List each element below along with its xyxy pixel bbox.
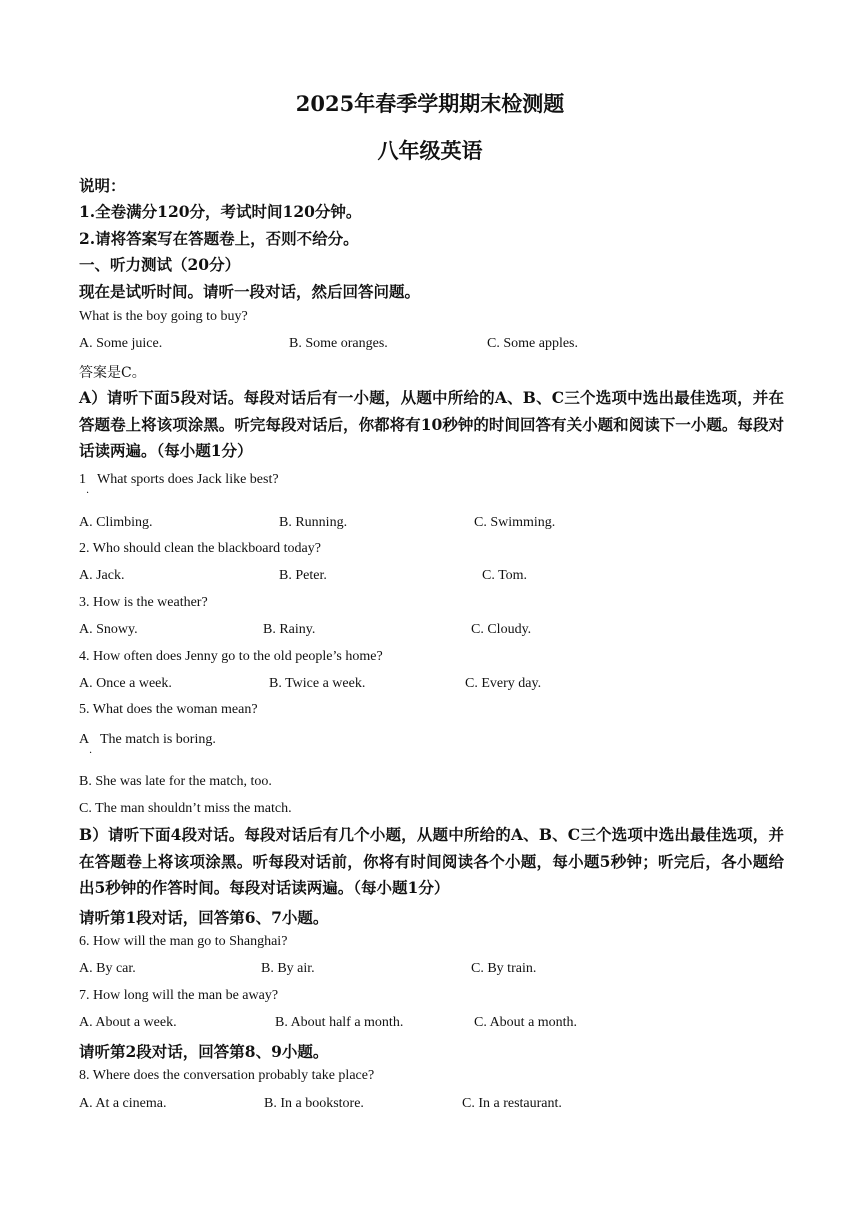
q2-option-a: A. Jack. xyxy=(79,568,125,583)
q6-option-c: C. By train. xyxy=(471,961,537,976)
sample-answer: 答案是C。 xyxy=(79,365,146,381)
q2-question: 2. Who should clean the blackboard today? xyxy=(79,541,321,556)
q7-option-b: B. About half a month. xyxy=(275,1015,404,1030)
q3-option-b: B. Rainy. xyxy=(263,622,316,637)
q3-question: 3. How is the weather? xyxy=(79,595,208,610)
dialog-2-heading: 请听第2段对话，回答第8、9小题。 xyxy=(79,1042,329,1061)
sample-option-a: A. Some juice. xyxy=(79,336,163,351)
sample-question: What is the boy going to buy? xyxy=(79,309,248,324)
instructions-label: 说明： xyxy=(79,176,126,195)
q6-option-b: B. By air. xyxy=(261,961,315,976)
q3-option-c: C. Cloudy. xyxy=(471,622,532,637)
q5-option-a-letter: A xyxy=(79,732,90,747)
q1-option-c: C. Swimming. xyxy=(474,515,556,530)
q1-number-dot: · xyxy=(86,488,90,499)
instruction-rule-2: 2.请将答案写在答题卷上，否则不给分。 xyxy=(79,229,359,248)
q7-question: 7. How long will the man be away? xyxy=(79,988,279,1003)
q7-option-c: C. About a month. xyxy=(474,1015,578,1030)
part-a-instructions: A）请听下面5段对话。每段对话后有一小题，从题中所给的A、B、C三个选项中选出最佳选项，并在答题卷上将该项涂黑。听完每段对话后，你都将有10秒钟的时间回答有关小题和阅读下一小题。每段对话读两遍。（每小题1分） xyxy=(79,388,784,460)
q1-option-b: B. Running. xyxy=(279,515,348,530)
exam-title: 2025年春季学期期末检测题 xyxy=(295,91,565,116)
q5-option-b: B. She was late for the match, too. xyxy=(79,774,272,789)
q4-question: 4. How often does Jenny go to the old people’s home? xyxy=(79,649,383,664)
q8-option-b: B. In a bookstore. xyxy=(264,1096,364,1111)
instruction-rule-1: 1.全卷满分120分，考试时间120分钟。 xyxy=(79,202,362,221)
q5-option-a-dot: · xyxy=(89,748,93,759)
q1-question: What sports does Jack like best? xyxy=(97,472,279,487)
sample-intro: 现在是试听时间。请听一段对话，然后回答问题。 xyxy=(79,282,421,301)
sample-option-c: C. Some apples. xyxy=(487,336,578,351)
q3-option-a: A. Snowy. xyxy=(79,622,138,637)
q1-option-a: A. Climbing. xyxy=(79,515,153,530)
exam-subtitle: 八年级英语 xyxy=(377,138,483,163)
q8-option-c: C. In a restaurant. xyxy=(462,1096,562,1111)
q5-option-a-text: The match is boring. xyxy=(100,732,216,747)
part-b-instructions: B）请听下面4段对话。每段对话后有几个小题，从题中所给的A、B、C三个选项中选出最佳选项，并在答题卷上将该项涂黑。听每段对话前，你将有时间阅读各个小题，每小题5秒钟；听完后，各小题给出5秒钟的作答时间。每段对话读两遍。（每小题1分） xyxy=(79,825,784,897)
q5-question: 5. What does the woman mean? xyxy=(79,702,258,717)
q6-question: 6. How will the man go to Shanghai? xyxy=(79,934,288,949)
q1-number: 1 xyxy=(79,472,86,487)
q7-option-a: A. About a week. xyxy=(79,1015,177,1030)
q8-question: 8. Where does the conversation probably take place? xyxy=(79,1068,375,1083)
q2-option-c: C. Tom. xyxy=(482,568,528,583)
q6-option-a: A. By car. xyxy=(79,961,136,976)
q4-option-c: C. Every day. xyxy=(465,676,542,691)
section-heading-listening: 一、听力测试（20分） xyxy=(79,255,241,274)
q5-option-c: C. The man shouldn’t miss the match. xyxy=(79,801,292,816)
q4-option-a: A. Once a week. xyxy=(79,676,172,691)
q8-option-a: A. At a cinema. xyxy=(79,1096,167,1111)
sample-option-b: B. Some oranges. xyxy=(289,336,388,351)
dialog-1-heading: 请听第1段对话，回答第6、7小题。 xyxy=(79,908,329,927)
q2-option-b: B. Peter. xyxy=(279,568,327,583)
q4-option-b: B. Twice a week. xyxy=(269,676,366,691)
